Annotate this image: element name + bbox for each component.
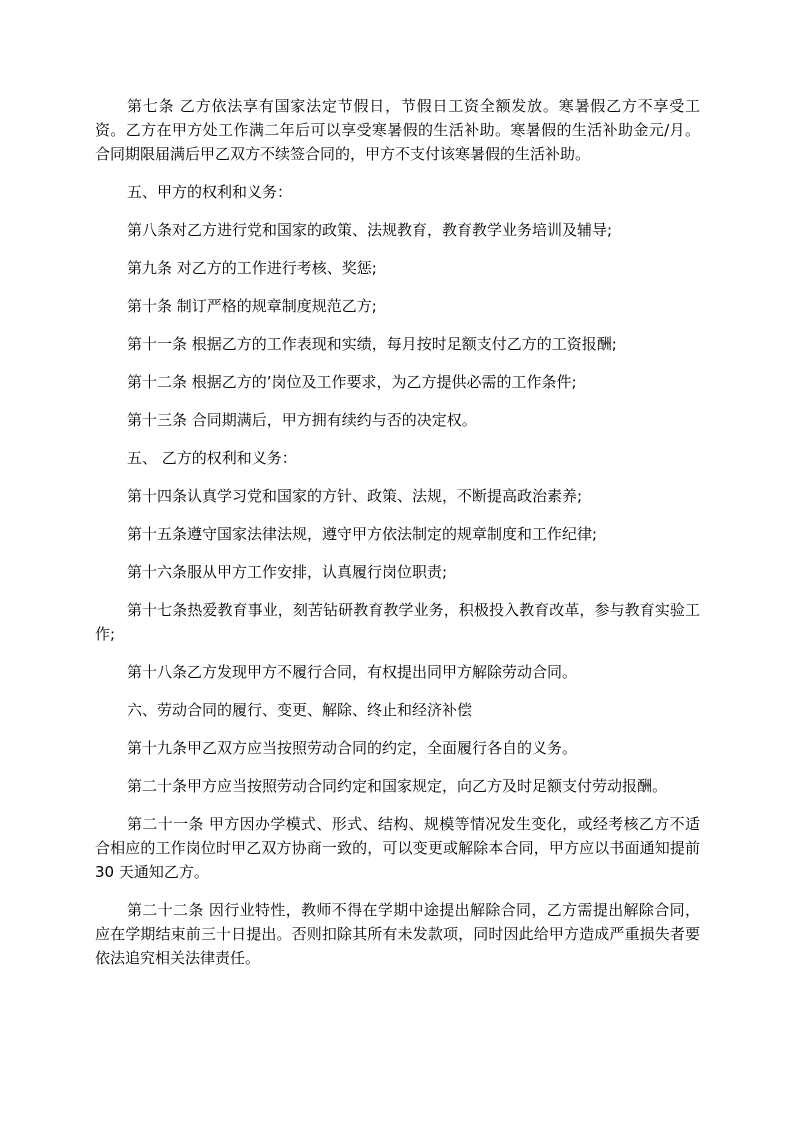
article-14-paragraph: 第十四条认真学习党和国家的方针、政策、法规，不断提高政治素养; [127, 487, 583, 505]
article-7-paragraph: 第七条 乙方依法享有国家法定节假日，节假日工资全额发放。寒暑假乙方不享受工资。乙方在甲方处工作满二年后可以享受寒暑假的生活补助。寒暑假的生活补助金元/月。合同期限届满后甲乙双方不续签合同的，甲方不支付该寒暑假的生活补助。 [95, 97, 700, 163]
article-15-paragraph: 第十五条遵守国家法律法规，遵守甲方依法制定的规章制度和工作纪律; [127, 525, 598, 543]
article-9-paragraph: 第九条 对乙方的工作进行考核、奖惩; [127, 259, 377, 277]
article-12-paragraph: 第十二条 根据乙方的’岗位及工作要求，为乙方提供必需的工作条件; [127, 373, 577, 391]
section-heading-contract-performance: 六、劳动合同的履行、变更、解除、终止和经济补偿 [127, 701, 473, 719]
article-17-paragraph: 第十七条热爱教育事业，刻苦钻研教育教学业务，积极投入教育改革，参与教育实验工作; [95, 601, 700, 643]
article-18-paragraph: 第十八条乙方发现甲方不履行合同，有权提出同甲方解除劳动合同。 [127, 663, 578, 681]
article-8-paragraph: 第八条对乙方进行党和国家的政策、法规教育，教育教学业务培训及辅导; [127, 221, 613, 239]
section-heading-party-a-rights: 五、甲方的权利和义务： [127, 183, 293, 201]
article-20-paragraph: 第二十条甲方应当按照劳动合同约定和国家规定，向乙方及时足额支付劳动报酬。 [127, 777, 668, 795]
article-21-paragraph: 第二十一条 甲方因办学模式、形式、结构、规模等情况发生变化，或经考核乙方不适合相应的工作岗位时甲乙双方协商一致的，可以变更或解除本合同，甲方应以书面通知提前 30 天通知乙方。 [95, 815, 700, 881]
article-16-paragraph: 第十六条服从甲方工作安排，认真履行岗位职责; [127, 563, 448, 581]
article-10-paragraph: 第十条 制订严格的规章制度规范乙方; [127, 297, 377, 315]
document-body [95, 94, 700, 984]
article-22-paragraph: 第二十二条 因行业特性，教师不得在学期中途提出解除合同，乙方需提出解除合同，应在学期结束前三十日提出。否则扣除其所有未发款项，同时因此给甲方造成严重损失者要依法追究相关法律责任。 [95, 901, 700, 967]
article-19-paragraph: 第十九条甲乙双方应当按照劳动合同的约定，全面履行各自的义务。 [127, 739, 578, 757]
section-heading-party-b-rights: 五、 乙方的权利和义务： [127, 449, 297, 467]
article-13-paragraph: 第十三条 合同期满后，甲方拥有续约与否的决定权。 [127, 411, 477, 429]
article-11-paragraph: 第十一条 根据乙方的工作表现和实绩，每月按时足额支付乙方的工资报酬; [127, 335, 617, 353]
